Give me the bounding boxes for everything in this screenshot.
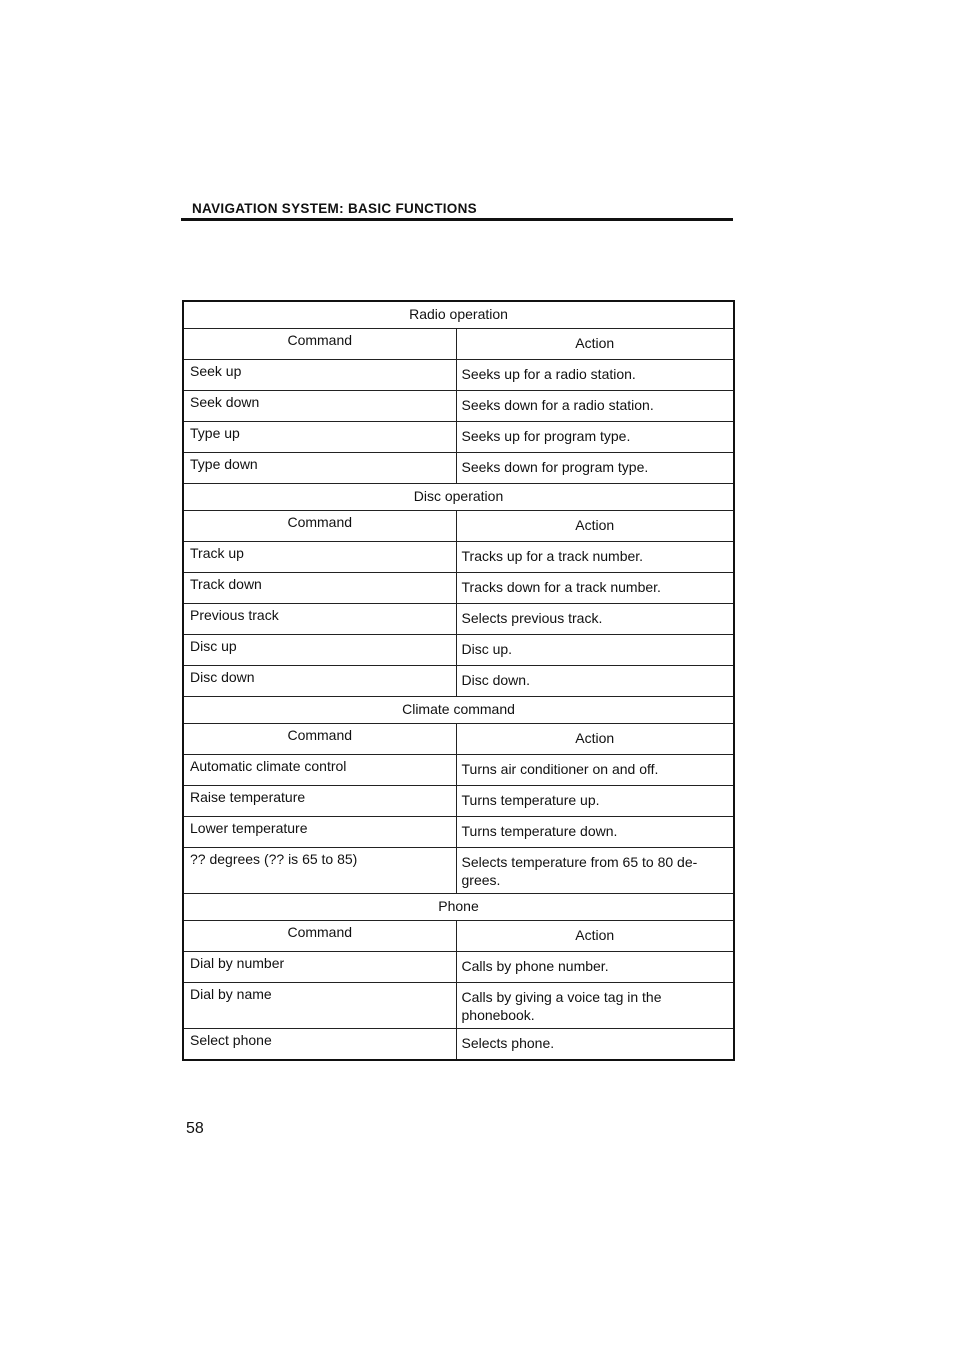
command-cell: Seek down (183, 391, 456, 422)
action-column-header: Action (456, 511, 734, 542)
command-cell: Disc down (183, 666, 456, 697)
table-row (183, 604, 734, 635)
table-row (183, 573, 734, 604)
action-cell: Seeks up for a radio station. (456, 360, 734, 391)
section-title: Climate command (183, 697, 734, 724)
action-cell: Selects previous track. (456, 604, 734, 635)
command-column-header: Command (183, 724, 456, 755)
section-title-row (183, 484, 734, 511)
action-cell: Tracks down for a track number. (456, 573, 734, 604)
table-row (183, 848, 734, 894)
command-cell: Previous track (183, 604, 456, 635)
table-row (183, 1029, 734, 1061)
command-cell: Lower temperature (183, 817, 456, 848)
section-title-row (183, 697, 734, 724)
column-header-row (183, 921, 734, 952)
page-header-title: NAVIGATION SYSTEM: BASIC FUNCTIONS (192, 201, 477, 216)
action-cell: Turns temperature up. (456, 786, 734, 817)
table-row (183, 983, 734, 1029)
action-cell: Disc up. (456, 635, 734, 666)
action-cell: Turns temperature down. (456, 817, 734, 848)
section-title-row (183, 301, 734, 329)
action-cell: Calls by giving a voice tag in the phonebook. (456, 983, 734, 1029)
action-cell: Selects phone. (456, 1029, 734, 1061)
action-cell: Seeks down for a radio station. (456, 391, 734, 422)
table-row (183, 755, 734, 786)
action-cell: Disc down. (456, 666, 734, 697)
table-row (183, 817, 734, 848)
action-cell: Tracks up for a track number. (456, 542, 734, 573)
section-title-row (183, 894, 734, 921)
action-column-header: Action (456, 329, 734, 360)
voice-command-table (182, 300, 735, 1061)
command-cell: Track down (183, 573, 456, 604)
command-cell: ?? degrees (?? is 65 to 85) (183, 848, 456, 894)
command-cell: Automatic climate control (183, 755, 456, 786)
column-header-row (183, 511, 734, 542)
command-cell: Type down (183, 453, 456, 484)
command-cell: Disc up (183, 635, 456, 666)
action-cell: Calls by phone number. (456, 952, 734, 983)
header-rule (181, 218, 733, 221)
action-column-header: Action (456, 921, 734, 952)
action-column-header: Action (456, 724, 734, 755)
column-header-row (183, 724, 734, 755)
section-title: Disc operation (183, 484, 734, 511)
page-number: 58 (186, 1120, 204, 1137)
command-cell: Select phone (183, 1029, 456, 1061)
command-cell: Dial by number (183, 952, 456, 983)
table-row (183, 786, 734, 817)
command-cell: Track up (183, 542, 456, 573)
table-row (183, 360, 734, 391)
action-cell: Seeks down for program type. (456, 453, 734, 484)
table-row (183, 453, 734, 484)
command-column-header: Command (183, 329, 456, 360)
section-title: Phone (183, 894, 734, 921)
command-column-header: Command (183, 511, 456, 542)
table-row (183, 666, 734, 697)
command-cell: Dial by name (183, 983, 456, 1029)
command-cell: Type up (183, 422, 456, 453)
command-cell: Raise temperature (183, 786, 456, 817)
action-cell: Selects temperature from 65 to 80 de- grees. (456, 848, 734, 894)
command-column-header: Command (183, 921, 456, 952)
table-row (183, 542, 734, 573)
section-title: Radio operation (183, 301, 734, 329)
table-row (183, 422, 734, 453)
action-cell: Seeks up for program type. (456, 422, 734, 453)
table-row (183, 952, 734, 983)
action-cell: Turns air conditioner on and off. (456, 755, 734, 786)
column-header-row (183, 329, 734, 360)
table-row (183, 635, 734, 666)
command-cell: Seek up (183, 360, 456, 391)
table-row (183, 391, 734, 422)
